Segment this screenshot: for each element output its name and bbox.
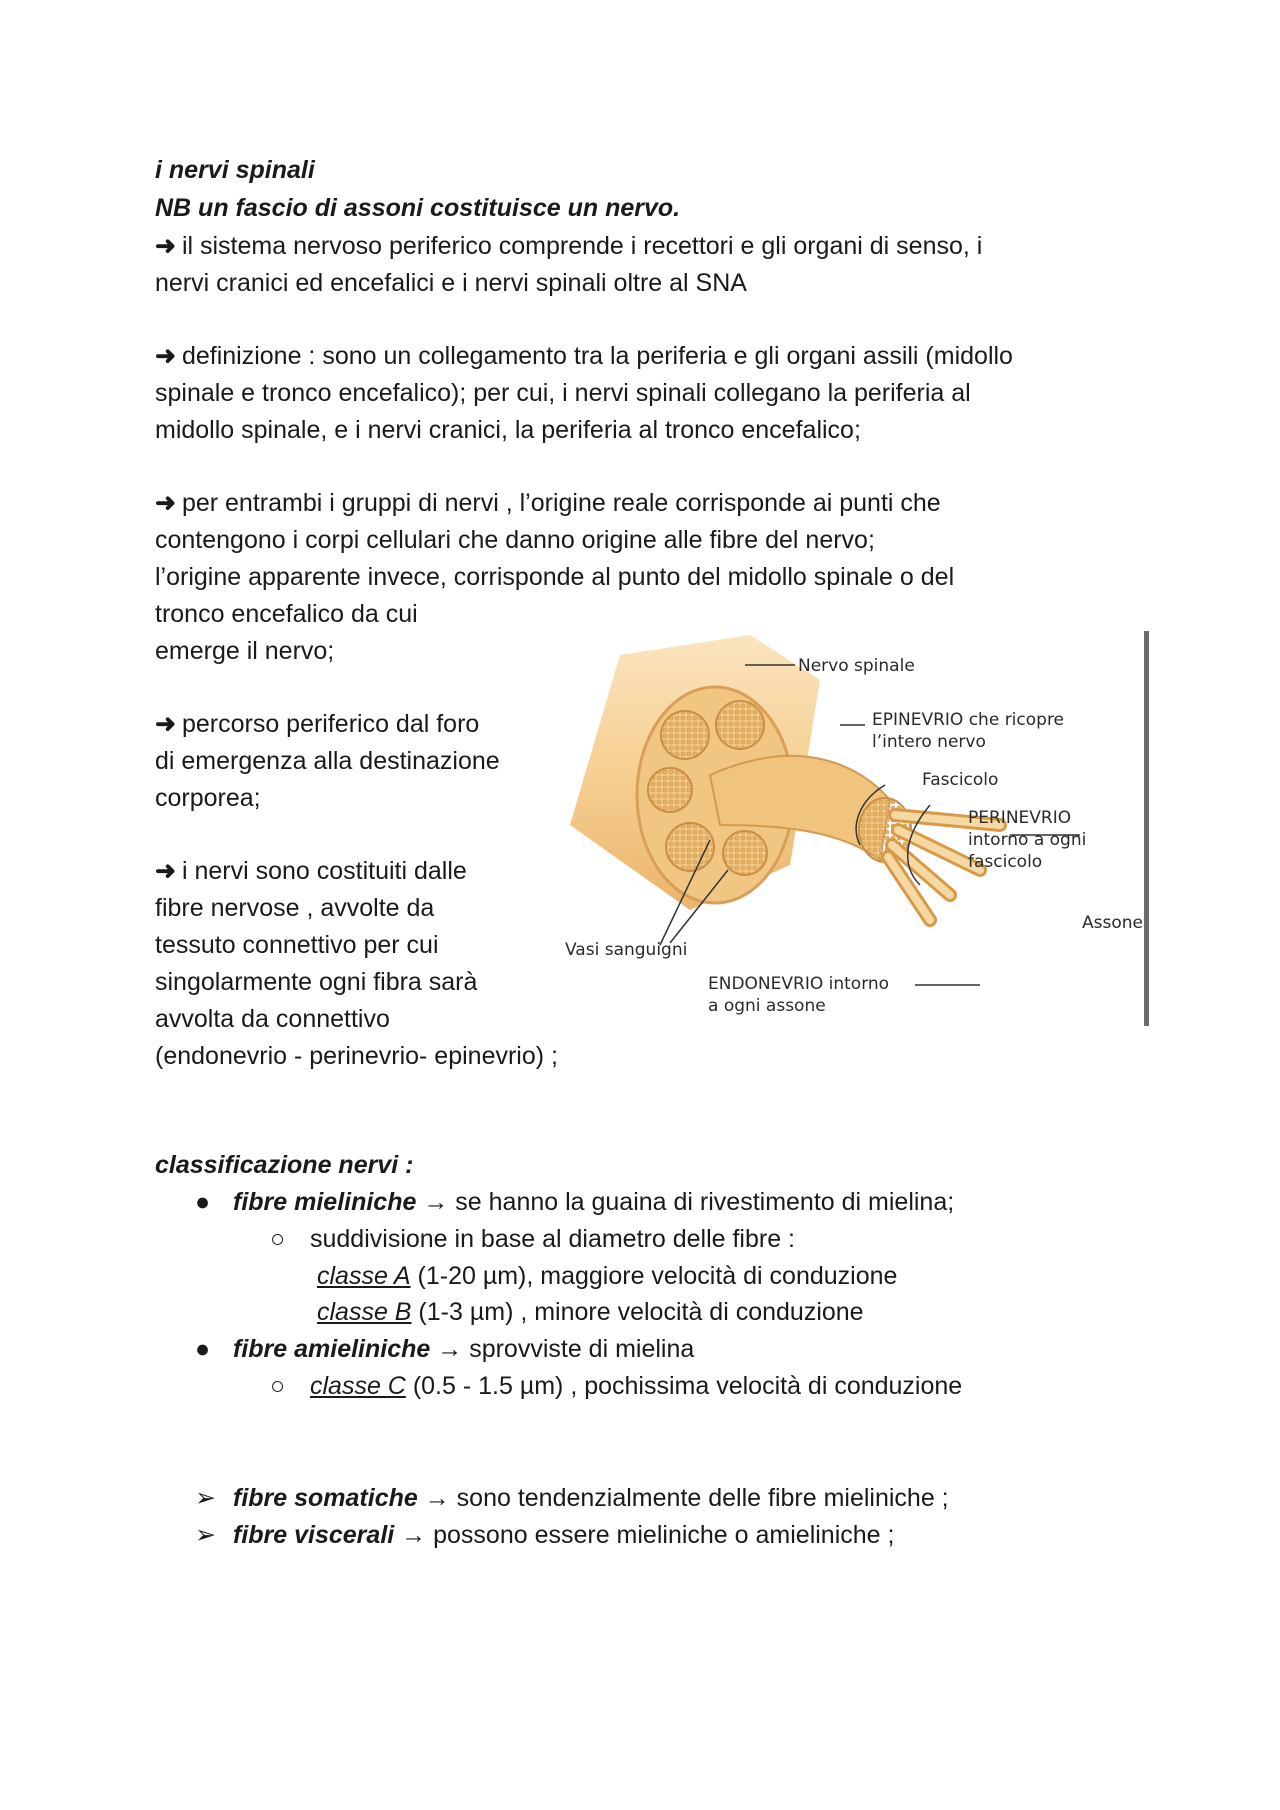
sub-bullet-classe-c — [270, 1368, 962, 1404]
text: percorso periferico dal foro — [181, 710, 480, 738]
bullet-icon: ● — [195, 1335, 211, 1363]
paragraph-1-line-2: nervi cranici ed encefalici e i nervi spinali oltre al SNA — [155, 269, 747, 297]
label-endonevrio-2: a ogni assone — [708, 996, 826, 1016]
arrow-icon: ➜ — [155, 232, 176, 260]
desc: → sprovviste di mielina — [430, 1335, 695, 1363]
arrow-icon: ➜ — [155, 489, 176, 517]
desc: (1-20 µm), maggiore velocità di conduzione — [410, 1262, 898, 1290]
label-nervo-spinale: Nervo spinale — [798, 656, 915, 676]
figure-border-bar — [1144, 631, 1149, 1026]
arrowhead-icon: ➢ — [195, 1521, 216, 1549]
paragraph-3-line-4: tronco encefalico da cui — [155, 600, 418, 628]
circle-bullet-icon: ○ — [270, 1372, 286, 1400]
text: suddivisione in base al diametro delle fibre : — [310, 1225, 795, 1253]
bullet-fibre-amieliniche — [195, 1331, 694, 1367]
term: fibre somatiche — [233, 1484, 418, 1512]
paragraph-3-line-3: l’origine apparente invece, corrisponde al punto del midollo spinale o del — [155, 563, 955, 591]
nb-note: NB un fascio di assoni costituisce un nervo. — [155, 194, 681, 222]
paragraph-5-line-4: singolarmente ogni fibra sarà — [155, 968, 478, 996]
arrow-icon: ➜ — [155, 710, 176, 738]
text: i nervi sono costituiti dalle — [181, 857, 467, 885]
bullet-fibre-mieliniche — [195, 1184, 954, 1220]
paragraph-3-line-2: contengono i corpi cellulari che danno origine alle fibre del nervo; — [155, 526, 875, 554]
label-assone: Assone — [1082, 913, 1143, 933]
arrow-icon: ➜ — [155, 857, 176, 885]
term: fibre mieliniche — [233, 1188, 417, 1216]
paragraph-5-line-3: tessuto connettivo per cui — [155, 931, 439, 959]
arrow-icon: ➜ — [155, 342, 176, 370]
circle-bullet-icon: ○ — [270, 1225, 286, 1253]
label-fascicolo: Fascicolo — [922, 770, 999, 790]
label-perinevrio-2: intorno a ogni — [968, 830, 1087, 850]
paragraph-2-line-1 — [155, 338, 1013, 374]
paragraph-2-line-2: spinale e tronco encefalico); per cui, i nervi spinali collegano la periferia al — [155, 379, 971, 407]
sub-bullet-suddivisione — [270, 1221, 795, 1257]
term: fibre viscerali — [233, 1521, 395, 1549]
classe-b-line — [317, 1294, 864, 1330]
classe-a-line — [317, 1258, 897, 1294]
label-epinevrio-2: l’intero nervo — [872, 732, 986, 752]
label-endonevrio-1: ENDONEVRIO intorno — [708, 974, 890, 994]
fibre-somatiche-line — [195, 1480, 949, 1516]
desc: (1-3 µm) , minore velocità di conduzione — [411, 1298, 864, 1326]
paragraph-5-line-2: fibre nervose , avvolte da — [155, 894, 435, 922]
label-vasi-sanguigni: Vasi sanguigni — [565, 940, 688, 960]
paragraph-3-line-1 — [155, 485, 941, 521]
paragraph-3-line-5: emerge il nervo; — [155, 637, 335, 665]
classe-b-term: classe B — [317, 1298, 412, 1326]
bullet-icon: ● — [195, 1188, 211, 1216]
classe-a-term: classe A — [317, 1262, 411, 1290]
label-perinevrio-1: PERINEVRIO — [968, 808, 1072, 828]
paragraph-5-line-1 — [155, 853, 467, 889]
paragraph-5-line-6: (endonevrio - perinevrio- epinevrio) ; — [155, 1042, 558, 1070]
nerve-anatomy-figure — [560, 625, 1150, 1030]
section-title-classificazione: classificazione nervi : — [155, 1151, 414, 1179]
paragraph-1-line-1 — [155, 228, 982, 264]
desc: → possono essere mieliniche o amieliniche ; — [394, 1521, 895, 1549]
label-epinevrio-1: EPINEVRIO che ricopre — [872, 710, 1065, 730]
paragraph-4-line-1 — [155, 706, 479, 742]
desc: → sono tendenzialmente delle fibre mieliniche ; — [417, 1484, 949, 1512]
paragraph-4-line-2: di emergenza alla destinazione — [155, 747, 500, 775]
classe-c-term: classe C — [310, 1372, 406, 1400]
desc: → se hanno la guaina di rivestimento di mielina; — [416, 1188, 955, 1216]
text: il sistema nervoso periferico comprende i recettori e gli organi di senso, i — [181, 232, 983, 260]
text: per entrambi i gruppi di nervi , l’origine reale corrisponde ai punti che — [181, 489, 941, 517]
fibre-viscerali-line — [195, 1517, 894, 1553]
paragraph-4-line-3: corporea; — [155, 784, 261, 812]
paragraph-5-line-5: avvolta da connettivo — [155, 1005, 390, 1033]
text: definizione : sono un collegamento tra la periferia e gli organi assili (midollo — [181, 342, 1013, 370]
desc: (0.5 - 1.5 µm) , pochissima velocità di conduzione — [405, 1372, 963, 1400]
page-title: i nervi spinali — [155, 156, 315, 184]
paragraph-2-line-3: midollo spinale, e i nervi cranici, la periferia al tronco encefalico; — [155, 416, 861, 444]
label-perinevrio-3: fascicolo — [968, 852, 1043, 872]
term: fibre amieliniche — [233, 1335, 431, 1363]
arrowhead-icon: ➢ — [195, 1484, 216, 1512]
